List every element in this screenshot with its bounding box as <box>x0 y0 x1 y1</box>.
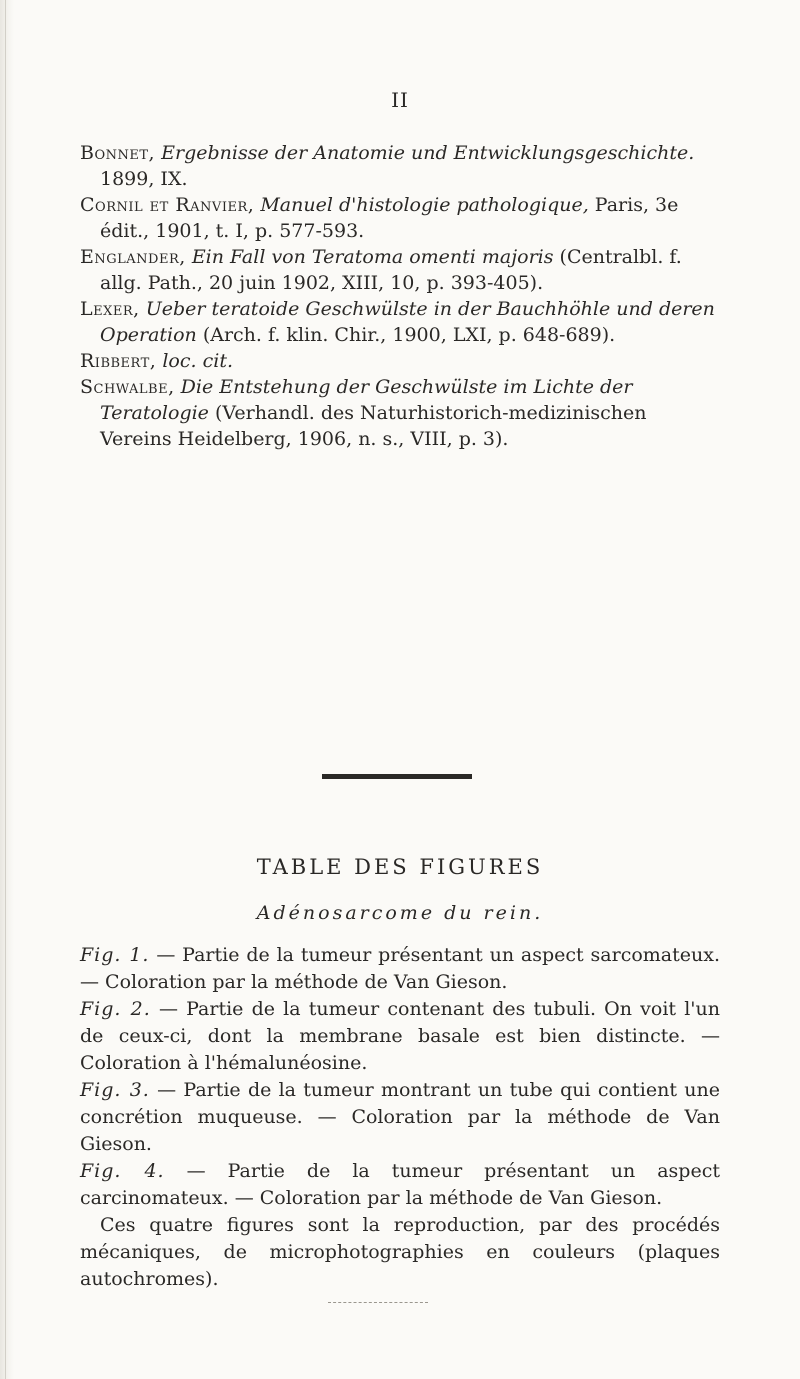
reference-entry <box>80 296 720 348</box>
figure-caption: — Partie de la tumeur présentant un aspect sarcomateux. — Coloration par la méthode de Van Gieson. <box>80 944 720 993</box>
reference-title: Ergebnisse der Anatomie und Entwicklungsgeschichte. <box>161 142 695 164</box>
figure-label: Fig. 2. <box>80 998 151 1020</box>
reference-details: 1899, IX. <box>100 168 188 190</box>
figure-caption: — Partie de la tumeur présentant un aspect carcinomateux. — Coloration par la méthode de Van Gieson. <box>80 1160 720 1209</box>
reference-title: Ueber teratoide Geschwülste in der Bauchhöhle und deren Operation <box>100 298 715 346</box>
reference-author: Lexer, <box>80 298 140 320</box>
section-divider <box>322 774 472 779</box>
reference-details: (Centralbl. f. allg. Path., 20 juin 1902, XIII, 10, p. 393-405). <box>100 246 682 294</box>
figure-caption: — Partie de la tumeur contenant des tubuli. On voit l'un de ceux-ci, dont la membrane basale est bien distincte. — Coloration à l'hémalunéosine. <box>80 998 720 1074</box>
reference-entry <box>80 244 720 296</box>
binding-edge <box>0 0 14 1379</box>
figure-entry <box>80 1158 720 1212</box>
figure-label: Fig. 3. <box>80 1079 150 1101</box>
reference-title: loc. cit. <box>162 350 233 372</box>
reference-author: Englander, <box>80 246 186 268</box>
reference-entry <box>80 374 720 452</box>
figure-entry <box>80 1077 720 1158</box>
figure-label: Fig. 4. <box>80 1160 165 1182</box>
reference-details: (Arch. f. klin. Chir., 1900, LXI, p. 648-689). <box>202 324 616 346</box>
reference-entry <box>80 192 720 244</box>
reference-entry <box>80 348 720 374</box>
reference-entry <box>80 140 720 192</box>
table-title: TABLE DES FIGURES <box>256 855 544 879</box>
reference-details: Paris, 3e édit., 1901, t. I, p. 577-593. <box>100 194 679 242</box>
figure-label: Fig. 1. <box>80 944 150 966</box>
reference-title: Die Entstehung der Geschwülste im Lichte der Teratologie <box>100 376 633 424</box>
reference-author: Ribbert, <box>80 350 157 372</box>
reference-title: Manuel d'histologie pathologique, <box>260 194 589 216</box>
figure-list <box>80 942 720 1293</box>
reference-author: Bonnet, <box>80 142 156 164</box>
bibliography <box>80 140 720 452</box>
page-number: II <box>391 88 409 112</box>
reference-author: Cornil et Ranvier, <box>80 194 255 216</box>
reference-title: Ein Fall von Teratoma omenti majoris <box>191 246 554 268</box>
reference-details: (Verhandl. des Naturhistorich-medizinischen Vereins Heidelberg, 1906, n. s., VIII, p. 3). <box>100 402 647 450</box>
end-divider <box>328 1302 428 1303</box>
reference-author: Schwalbe, <box>80 376 175 398</box>
figure-caption: — Partie de la tumeur montrant un tube qui contient une concrétion muqueuse. — Coloration par la méthode de Van Gieson. <box>80 1079 720 1155</box>
closing-note: Ces quatre figures sont la reproduction, par des procédés mécaniques, de microphotographies en couleurs (plaques autochromes). <box>80 1214 720 1290</box>
figure-entry <box>80 996 720 1077</box>
table-subtitle: Adénosarcome du rein. <box>256 902 544 924</box>
figure-entry <box>80 942 720 996</box>
